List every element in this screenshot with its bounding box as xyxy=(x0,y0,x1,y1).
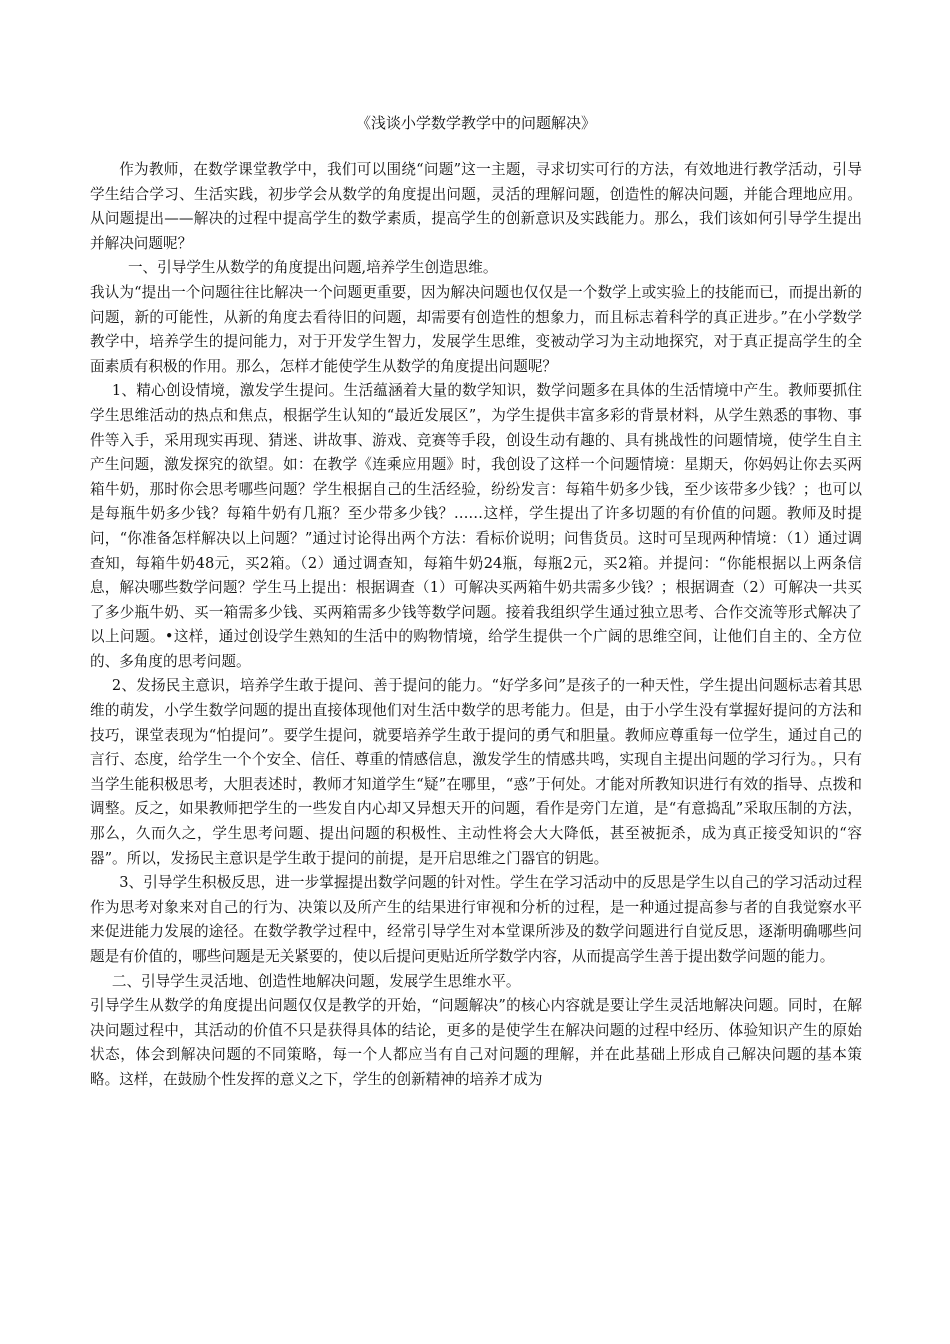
section-heading-one: 一、引导学生从数学的角度提出问题,培养学生创造思维。 xyxy=(127,259,498,277)
paragraph-section-two: 引导学生从数学的角度提出问题仅仅是教学的开始，“问题解决”的核心内容就是要让学生灵活地解决问题。同时，在解决问题过程中，其活动的价值不只是获得具体的结论，更多的是使学生在解决问题的过程中经历、体验知识产生的原始状态，体会到解决问题的不同策略，每一个人都应当有自己对问题的理解，并在此基础上形成自己解决问题的基本策略。这样，在鼓励个性发挥的意义之下，学生的创新精神的培养才成为 xyxy=(90,997,862,1088)
paragraph-point-two: 2、发扬民主意识，培养学生敢于提问、善于提问的能力。“好学多问”是孩子的一种天性，学生提出问题标志着其思维的萌发，小学生数学问题的提出直接体现他们对生活中数学的思考能力。但是，由于小学生没有掌握好提问的方法和技巧，课堂表现为“怕提问”。要学生提问，就要培养学生敢于提问的勇气和胆量。教师应尊重每一位学生，通过自己的言行、态度，给学生一个个安全、信任、尊重的情感信息，激发学生的情感共鸣，实现自主提出问题的学习行为。，只有当学生能积极思考，大胆表述时，教师才知道学生“疑”在哪里，“惑”于何处。才能对所教知识进行有效的指导、点拨和调整。反之，如果教师把学生的一些发自内心却又异想天开的问题，看作是旁门左道，是“有意捣乱”采取压制的方法，那么，久而久之，学生思考问题、提出问题的积极性、主动性将会大大降低，甚至被扼杀，成为真正接受知识的“容器”。所以，发扬民主意识是学生敢于提问的前提，是开启思维之门器官的钥匙。 xyxy=(90,677,862,867)
document-page xyxy=(90,112,862,1093)
section-heading-two: 二、引导学生灵活地、创造性地解决问题，发展学生思维水平。 xyxy=(111,972,521,990)
paragraph-quote: 我认为“提出一个问题往往比解决一个问题更重要，因为解决问题也仅仅是一个数学上或实验上的技能而已，而提出新的问题，新的可能性，从新的角度去看待旧的问题，却需要有创造性的想象力，而且标志着科学的真正进步。”在小学数学教学中，培养学生的提问能力，对于开发学生智力，发展学生思维，变被动学习为主动地探究，对于真正提高学生的全面素质有积极的作用。那么，怎样才能使学生从数学的角度提出问题呢？ xyxy=(90,283,862,375)
paragraph-point-one: 1、精心创设情境，激发学生提问。生活蕴涵着大量的数学知识，数学问题多在具体的生活情境中产生。教师要抓住学生思维活动的热点和焦点，根据学生认知的“最近发展区”，为学生提供丰富多彩的背景材料，从学生熟悉的事物、事件等入手，采用现实再现、猜迷、讲故事、游戏、竞赛等手段，创设生动有趣的、具有挑战性的问题情境，使学生自主产生问题，激发探究的欲望。如：在教学《连乘应用题》时，我创设了这样一个问题情境：星期天，你妈妈让你去买两箱牛奶，那时你会思考哪些问题？学生根据自己的生活经验，纷纷发言：每箱牛奶多少钱，至少该带多少钱？；也可以是每瓶牛奶多少钱？每箱牛奶有几瓶？至少带多少钱？……这样，学生提出了许多切题的有价值的问题。教师及时提问，“你准备怎样解决以上问题？”通过讨论得出两个方法：看标价说明；问售货员。这时可呈现两种情境：（1）通过调查知，每箱牛奶48元，买2箱。（2）通过调查知，每箱牛奶24瓶，每瓶2元，买2箱。并提问：“你能根据以上两条信息，解决哪些数学问题？学生马上提出：根据调查（1）可解决买两箱牛奶共需多少钱？；根据调查（2）可解决一共买了多少瓶牛奶、买一箱需多少钱、买两箱需多少钱等数学问题。接着我组织学生通过独立思考、合作交流等形式解决了以上问题。•这样，通过创设学生熟知的生活中的购物情境，给学生提供一个广阔的思维空间，让他们自主的、全方位的、多角度的思考问题。 xyxy=(90,382,862,670)
document-title: 《浅谈小学数学教学中的问题解决》 xyxy=(355,114,596,132)
paragraph-intro: 作为教师，在数学课堂教学中，我们可以围绕“问题”这一主题，寻求切实可行的方法，有效地进行教学活动，引导学生结合学习、生活实践，初步学会从数学的角度提出问题，灵活的理解问题，创造性的解决问题，并能合理地应用。从问题提出——解决的过程中提高学生的数学素质，提高学生的创新意识及实践能力。那么，我们该如何引导学生提出并解决问题呢？ xyxy=(90,161,862,252)
paragraph-point-three: 3、引导学生积极反思，进一步掌握提出数学问题的针对性。学生在学习活动中的反思是学生以自己的学习活动过程作为思考对象来对自己的行为、决策以及所产生的结果进行审视和分析的过程，是一种通过提高参与者的自我觉察水平来促进能力发展的途径。在数学教学过程中，经常引导学生对本堂课所涉及的数学问题进行自觉反思，逐渐明确哪些问题是有价值的，哪些问题是无关紧要的，使以后提问更贴近所学数学内容，从而提高学生善于提出数学问题的能力。 xyxy=(90,874,862,965)
